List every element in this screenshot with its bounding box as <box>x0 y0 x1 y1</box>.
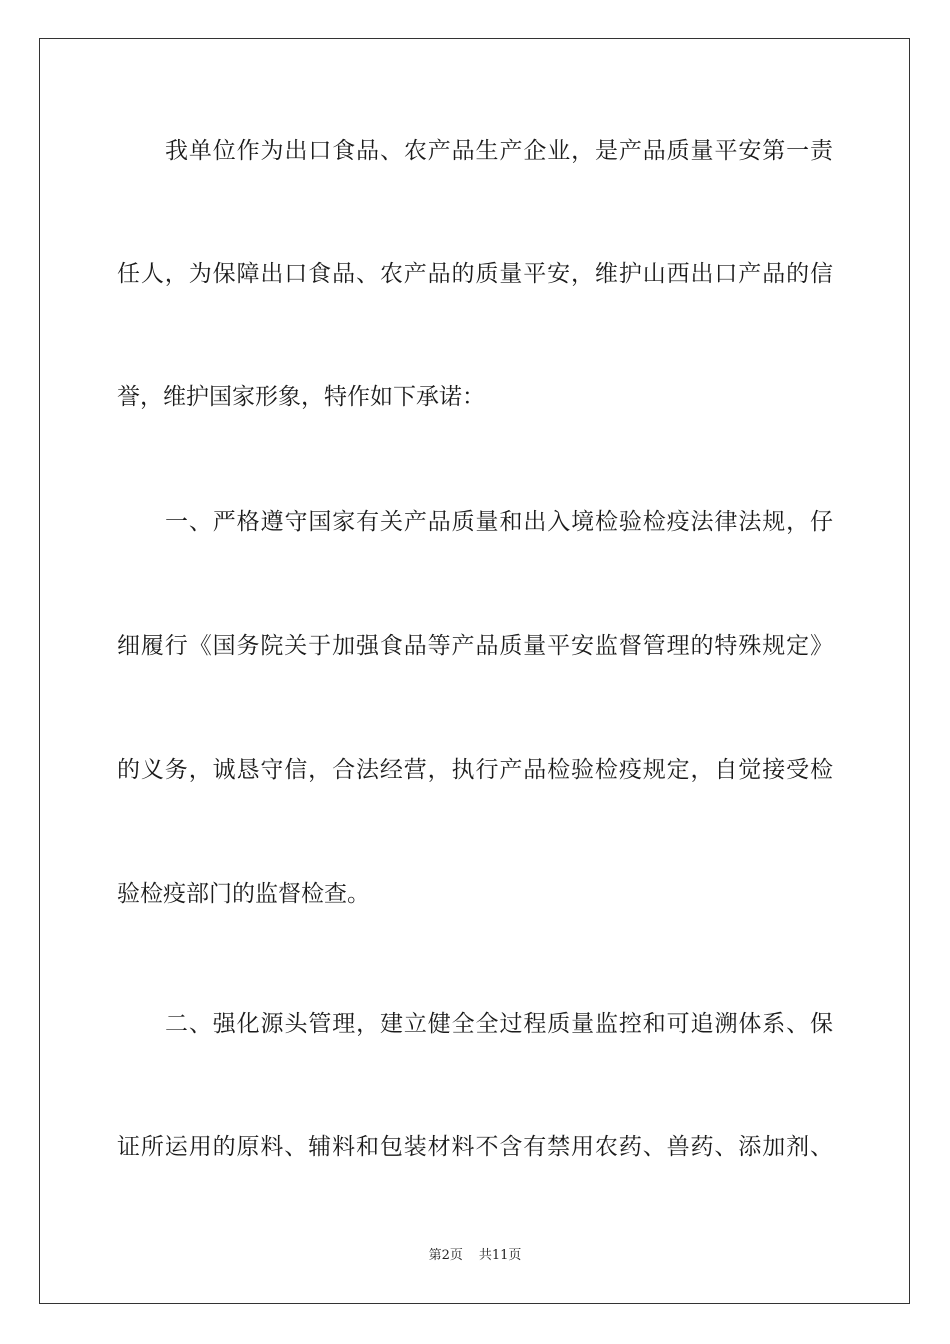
paragraph-3-line-1: 二、强化源头管理，建立健全全过程质量监控和可追溯体系、保 <box>165 1011 833 1037</box>
page-footer <box>0 1247 950 1265</box>
page-total: 共11页 <box>478 1248 522 1263</box>
page-number: 第2页 <box>428 1248 463 1263</box>
paragraph-2-line-3: 的义务，诚恳守信，合法经营，执行产品检验检疫规定，自觉接受检 <box>117 757 833 783</box>
paragraph-1-line-2: 任人，为保障出口食品、农产品的质量平安，维护山西出口产品的信 <box>117 261 833 287</box>
paragraph-1-line-3: 誉，维护国家形象，特作如下承诺： <box>117 384 485 410</box>
paragraph-2-line-1: 一、严格遵守国家有关产品质量和出入境检验检疫法律法规，仔 <box>165 509 833 535</box>
paragraph-2-line-2: 细履行《国务院关于加强食品等产品质量平安监督管理的特殊规定》 <box>117 633 833 659</box>
page-frame <box>39 38 910 1304</box>
paragraph-2-line-4: 验检疫部门的监督检查。 <box>117 881 370 907</box>
paragraph-3-line-2: 证所运用的原料、辅料和包装材料不含有禁用农药、兽药、添加剂、 <box>117 1134 833 1160</box>
paragraph-1-line-1: 我单位作为出口食品、农产品生产企业，是产品质量平安第一责 <box>165 138 833 164</box>
